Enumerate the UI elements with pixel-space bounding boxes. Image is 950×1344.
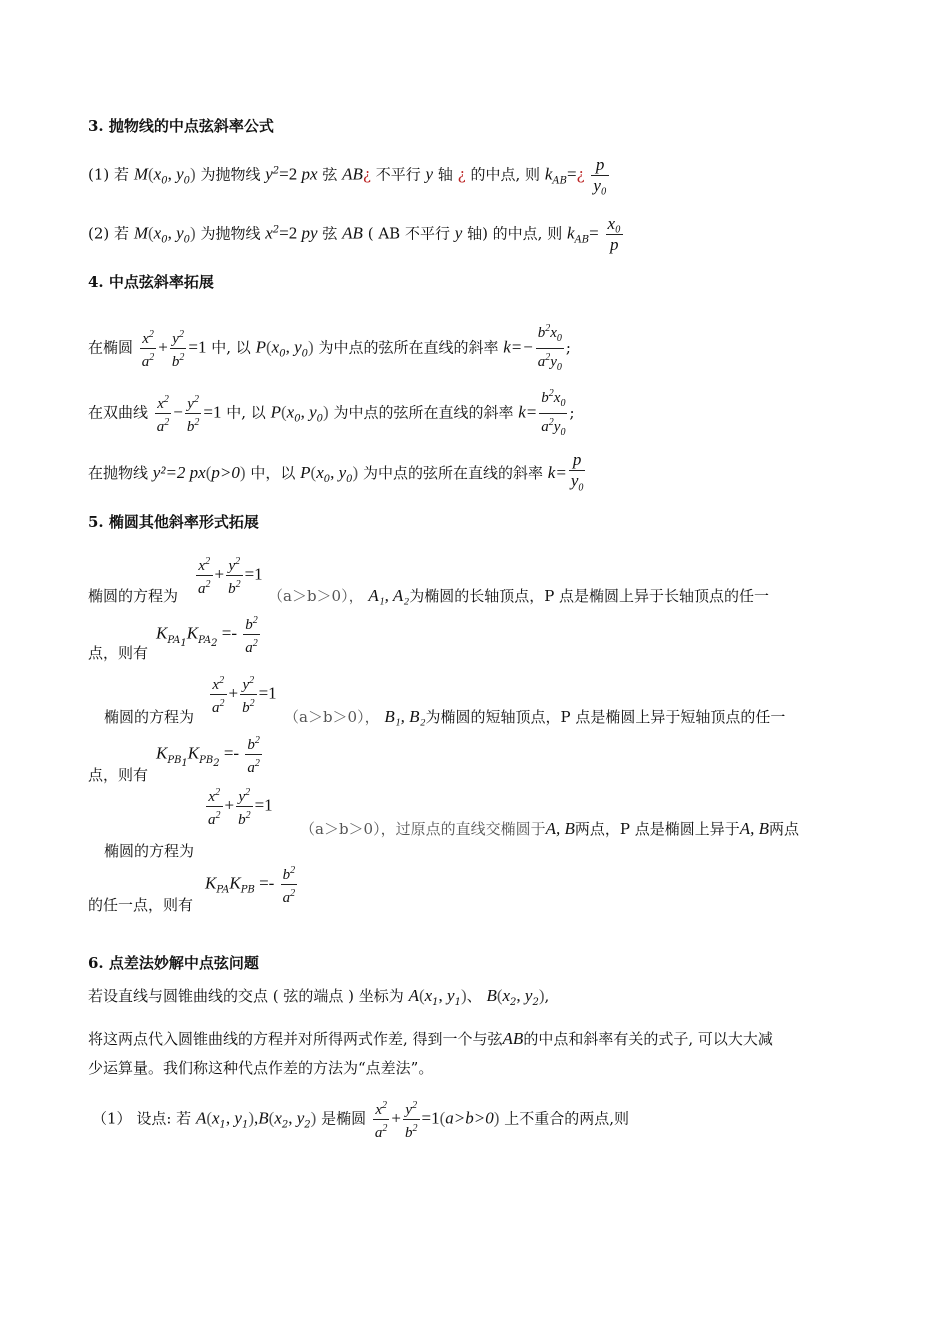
frac-y2b2: $\frac{y^2}{b^2}$ — [236, 784, 253, 829]
s6-line-2 — [88, 1029, 773, 1049]
text: 两点，P 点是椭圆上异于 — [574, 820, 740, 838]
glyph: ¿ — [457, 165, 466, 184]
text: 轴) 的中点, 则 — [467, 224, 563, 243]
var-AB: AB — [342, 223, 363, 243]
var-k: k= — [547, 463, 567, 483]
text: 中, 以 — [226, 403, 266, 422]
glyph: ¿ — [576, 165, 585, 184]
text: (1) 若 — [88, 165, 130, 184]
var-P: P — [300, 463, 311, 483]
var-k: k — [567, 223, 575, 243]
s5c-formula: $K_{PA}K_{PB}$ =- $\frac{b^2}{a^2}$ — [205, 862, 299, 907]
text: （a＞b＞0）， — [284, 708, 380, 726]
sub: AB — [574, 234, 590, 246]
text: 弦 — [322, 224, 338, 243]
var-P: P — [255, 337, 266, 357]
s5b-tail: 点，则有 — [88, 766, 149, 784]
fraction-p-y0: $\frac{p}{\text{y₀}}$ — [593, 155, 607, 195]
points-AB: A, B — [545, 819, 575, 838]
s6-line-1: 若设直线与圆锥曲线的交点 ( 弦的端点 ) 坐标为 $A(x_1$, $y_1$)、 $B(x_2$, $y_2$), — [88, 986, 550, 1008]
s5a-equation: $\frac{x^2}{a^2}$ + $\frac{y^2}{b^2}$ =1 — [194, 553, 263, 598]
frac-x2a2: $\frac{x^2}{a^2}$ — [210, 672, 227, 717]
text: , — [544, 987, 550, 1005]
var-M: M — [133, 164, 148, 184]
text: ; — [565, 338, 571, 357]
s5b-equation: $\frac{x^2}{a^2}$ + $\frac{y^2}{b^2}$ =1 — [208, 672, 277, 717]
glyph: ¿ — [362, 165, 371, 184]
var-AB: AB — [502, 1029, 524, 1048]
sub: AB — [552, 175, 567, 187]
text: 为椭圆的长轴顶点，P 点是椭圆上异于长轴顶点的任一 — [409, 587, 770, 605]
text: 椭圆的方程为 — [104, 708, 195, 726]
s3-line-2: (2) 若 $M(x_0$, $y_0$) 为抛物线 $x^2=2$ py 弦 AB ( AB 不平行 y 轴) 的中点, 则 $k_{AB}=$ $\frac{\text{x₀}}{p}$ — [88, 214, 621, 254]
text: （a＞b＞0），过原点的直线交椭圆于 — [300, 820, 546, 838]
text: 轴 — [437, 165, 453, 184]
frac-x2a2: $\frac{x^2}{a^2}$ — [196, 553, 213, 598]
fraction-x0-p: $\frac{\text{x₀}}{p}$ — [607, 214, 621, 254]
text: 为中点的弦所在直线的斜率 — [362, 464, 543, 483]
text: (2) 若 — [88, 224, 130, 243]
s5b-formula: $K_{PB_1}K_{PB_2}$ =- $\frac{b^2}{a^2}$ — [156, 732, 264, 777]
text: 为抛物线 — [200, 224, 261, 243]
s5c-equation: $\frac{x^2}{a^2}$ + $\frac{y^2}{b^2}$ =1 — [204, 784, 273, 829]
var-y: y — [425, 164, 434, 184]
frac-x2a2: $\frac{x^2}{a^2}$ — [140, 326, 157, 371]
var-AB: AB — [342, 164, 363, 184]
text: 为椭圆的短轴顶点，P 点是椭圆上异于短轴顶点的任一 — [425, 708, 786, 726]
s5c-pre: 椭圆的方程为 — [104, 842, 195, 860]
frac-y2b2: $\frac{y^2}{b^2}$ — [185, 391, 202, 436]
text: 上不重合的两点,则 — [504, 1109, 629, 1128]
s5c-tail: 的任一点，则有 — [88, 896, 194, 914]
text: 中, 以 — [211, 338, 251, 357]
vertices: A₁, A₂ — [368, 586, 410, 605]
text: 在抛物线 — [88, 464, 149, 483]
frac-x2a2: $\frac{x^2}{a^2}$ — [206, 784, 223, 829]
text: 是椭圆 — [321, 1109, 367, 1128]
text: 弦 — [322, 165, 338, 184]
frac-y2b2: $\frac{y^2}{b^2}$ — [403, 1097, 420, 1142]
frac-y2b2: $\frac{y^2}{b^2}$ — [240, 672, 257, 717]
var-M: M — [133, 223, 148, 243]
s5a-tail: 点，则有 — [88, 644, 149, 662]
s4-ellipse: 在椭圆 $\frac{x^2}{a^2}$ + $\frac{y^2}{b^2}$ =1 中, 以 $P(x_0$, $y_0$) 为中点的弦所在直线的斜率 k=− $\frac{b^2x_0}{a^2y_0}$ ; — [88, 320, 571, 377]
var-k: k=− — [503, 337, 534, 357]
frac-b2a2: $\frac{b^2}{a^2}$ — [245, 732, 262, 777]
frac-y2b2: $\frac{y^2}{b^2}$ — [226, 553, 243, 598]
text: ( AB 不平行 — [367, 224, 450, 243]
text: 、 — [466, 987, 482, 1005]
text: 两点 — [769, 820, 800, 838]
text: 为抛物线 — [200, 165, 261, 184]
text: 为中点的弦所在直线的斜率 — [318, 338, 499, 357]
frac-b2a2: $\frac{b^2}{a^2}$ — [243, 612, 260, 657]
s5b-line — [104, 706, 785, 727]
frac-b2a2: $\frac{b^2}{a^2}$ — [281, 862, 298, 907]
s5c-line — [300, 818, 799, 839]
text: 在双曲线 — [88, 403, 149, 422]
text: 椭圆的方程为 — [88, 587, 179, 605]
s6-line-3: 少运算量。我们称这种代点作差的方法为“点差法”。 — [88, 1059, 434, 1077]
var-P: P — [270, 402, 281, 422]
condition: p>0 — [211, 463, 240, 483]
section-4-title: 4. 中点弦斜率拓展 — [88, 273, 214, 291]
s4-hyperbola: 在双曲线 $\frac{x^2}{a^2}$ − $\frac{y^2}{b^2}$ =1 中, 以 $P(x_0$, $y_0$) 为中点的弦所在直线的斜率 k= $\frac{b^2x_0}{a^2y_0}$ ; — [88, 385, 575, 442]
text: 的中点和斜率有关的式子, 可以大大减 — [523, 1030, 773, 1048]
var-k: k — [544, 164, 553, 184]
s6-line-4: （1） 设点: 若 $A(x_1$, $y_1),B(x_2$, $y_2$) 是椭圆 $\frac{x^2}{a^2}$ + $\frac{y^2}{b^2}$ =1(a>b>0) 上不重合的两点,则 — [92, 1097, 629, 1142]
text: 在椭圆 — [88, 338, 134, 357]
frac-x2a2: $\frac{x^2}{a^2}$ — [155, 391, 172, 436]
text: 设点: 若 — [136, 1109, 192, 1128]
text: 的中点, 则 — [470, 165, 541, 184]
s4-parabola: 在抛物线 y²=2 px(p>0) 中，以 $P(x_0$, $y_0$) 为中点的弦所在直线的斜率 k= $\frac{p}{y_0}$ — [88, 450, 587, 498]
condition: a>b>0 — [445, 1108, 494, 1128]
frac-b2x0-a2y0: $\frac{b^2x_0}{a^2y_0}$ — [536, 320, 564, 377]
text: （1） — [92, 1109, 132, 1128]
frac-x2a2: $\frac{x^2}{a^2}$ — [373, 1097, 390, 1142]
frac-b2x0-a2y0: $\frac{b^2x_0}{a^2y_0}$ — [539, 385, 567, 442]
points-AB: A, B — [739, 819, 770, 838]
s5a-line — [88, 585, 769, 606]
text: 不平行 — [375, 165, 421, 184]
section-3-title: 3. 抛物线的中点弦斜率公式 — [88, 117, 274, 135]
section-5-title: 5. 椭圆其他斜率形式拓展 — [88, 513, 259, 531]
frac-p-y0: $\frac{p}{y_0}$ — [570, 450, 584, 494]
equation: y²=2 px — [152, 463, 206, 483]
var-y: y — [454, 223, 463, 243]
text: 中，以 — [250, 464, 296, 483]
text: 将这两点代入圆锥曲线的方程并对所得两式作差, 得到一个与弦 — [88, 1030, 503, 1048]
s3-line-1: (1) 若 $M(x_0$, $y_0$) 为抛物线 $y^2=2$ px 弦 AB¿ 不平行 y 轴 ¿ 的中点, 则 $k_{AB}=¿$ $\frac{p}{\text{y₀}}$ — [88, 155, 607, 195]
text: 若设直线与圆锥曲线的交点 ( 弦的端点 ) 坐标为 — [88, 987, 404, 1005]
s5a-formula: $K_{PA_1}K_{PA_2}$ =- $\frac{b^2}{a^2}$ — [156, 612, 262, 657]
text: （a＞b＞0）， — [268, 587, 364, 605]
var-k: k= — [518, 402, 538, 422]
text: 为中点的弦所在直线的斜率 — [333, 403, 514, 422]
text: ; — [569, 403, 575, 422]
frac-y2b2: $\frac{y^2}{b^2}$ — [170, 326, 187, 371]
section-6-title: 6. 点差法妙解中点弦问题 — [88, 954, 259, 972]
vertices: B₁, B₂ — [384, 707, 426, 726]
text: = — [566, 164, 577, 184]
